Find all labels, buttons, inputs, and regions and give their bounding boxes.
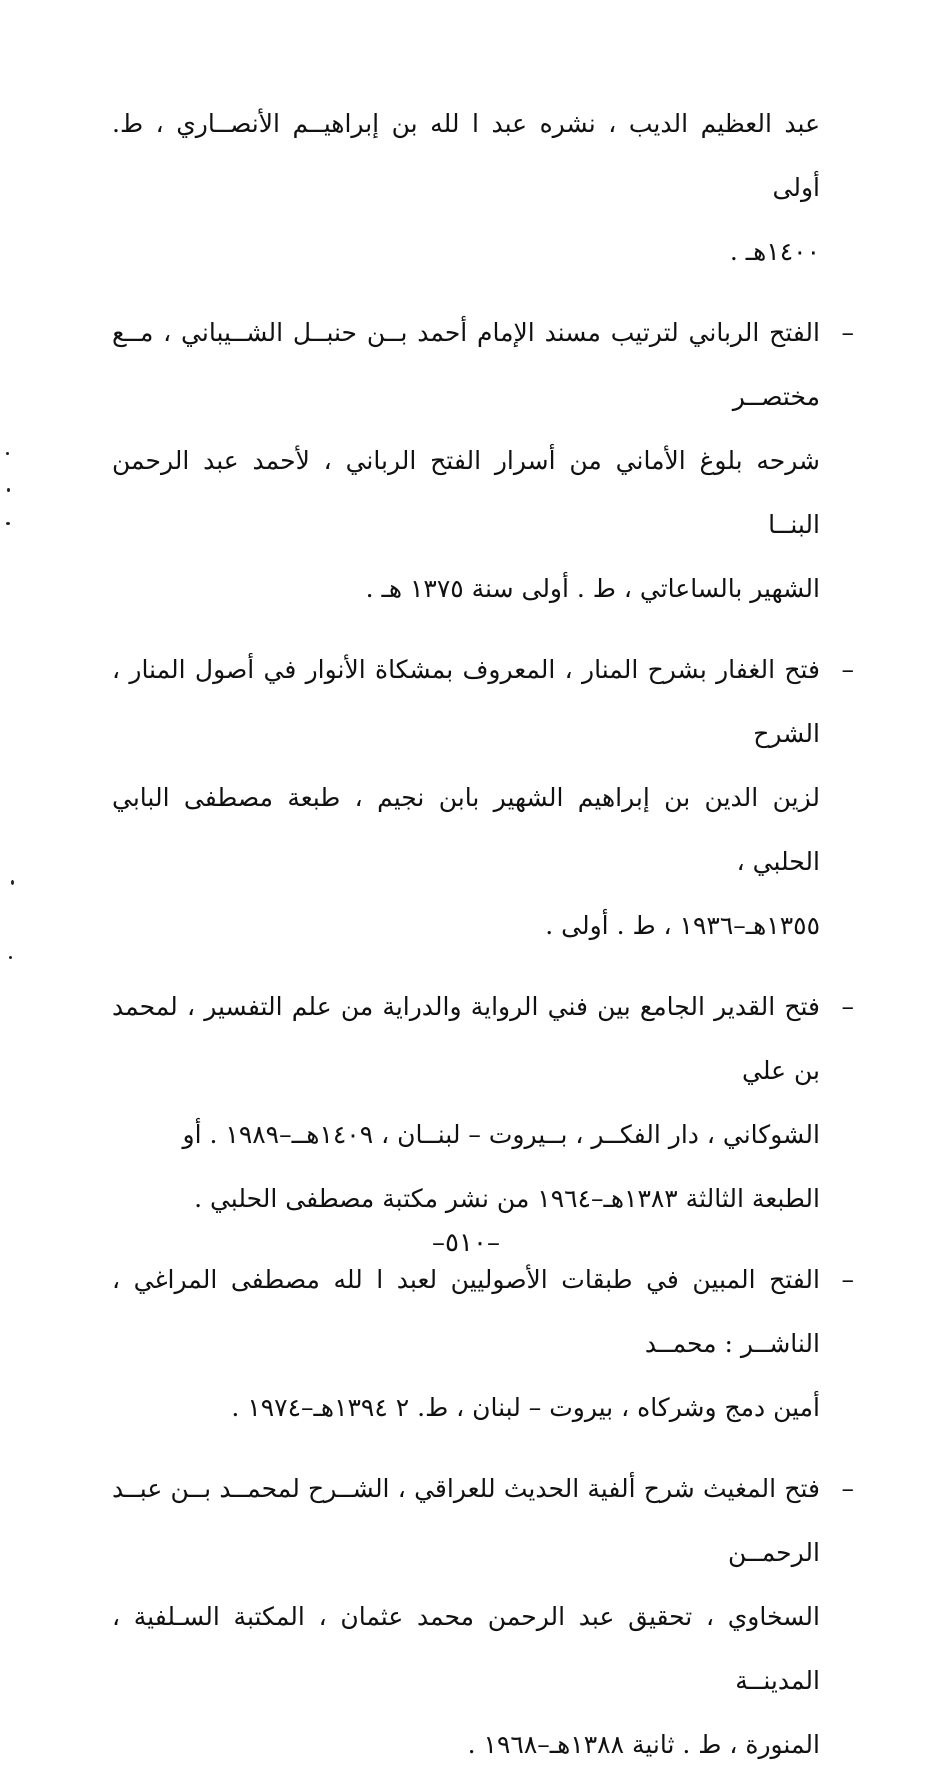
scan-speck bbox=[9, 956, 12, 959]
page-number: –٥١٠– bbox=[432, 1228, 500, 1258]
text-line: ١٤٠٠هـ . bbox=[729, 237, 820, 266]
scan-speck bbox=[6, 522, 10, 525]
text-line: لزين الدين بن إبراهيم الشهير بابن نجيم ، طبعة مصطفى البابي الحلبي ، bbox=[112, 783, 820, 876]
text-line: الفتح الرباني لترتيب مسند الإمام أحمد بــن حنبــل الشــيباني ، مــع مختصــر bbox=[112, 318, 820, 411]
entry-dash: – bbox=[841, 1265, 854, 1294]
scan-speck bbox=[6, 452, 9, 455]
continued-entry bbox=[112, 92, 854, 284]
text-line: أمين دمج وشركاه ، بيروت – لبنان ، ط. ٢ ١٣٩٤هـ–١٩٧٤ . bbox=[231, 1393, 820, 1422]
text-line: الشهير بالساعاتي ، ط . أولى سنة ١٣٧٥ هـ . bbox=[365, 574, 820, 603]
bibliography-entry-1 bbox=[112, 301, 854, 621]
text-line: الشوكاني ، دار الفكــر ، بــيروت – لبنــان ، ١٤٠٩هــ–١٩٨٩ . أو bbox=[182, 1120, 820, 1149]
text-line: المنورة ، ط . ثانية ١٣٨٨هـ–١٩٦٨ . bbox=[467, 1730, 820, 1759]
bibliography-entry-4 bbox=[112, 1248, 854, 1440]
text-line: شرحه بلوغ الأماني من أسرار الفتح الرباني ، لأحمد عبد الرحمن البنــا bbox=[112, 446, 820, 539]
text-line: فتح المغيث شرح ألفية الحديث للعراقي ، الشــرح لمحمــد بــن عبــد الرحمــن bbox=[112, 1474, 820, 1567]
text-line: السخاوي ، تحقيق عبد الرحمن محمد عثمان ، المكتبة السـلفية ، المدينــة bbox=[112, 1602, 820, 1695]
scan-speck bbox=[11, 880, 14, 885]
text-line: الطبعة الثالثة ١٣٨٣هـ–١٩٦٤ من نشر مكتبة مصطفى الحلبي . bbox=[194, 1184, 820, 1213]
text-line: ١٣٥٥هـ–١٩٣٦ ، ط . أولى . bbox=[545, 911, 820, 940]
bibliography-entry-5 bbox=[112, 1457, 854, 1777]
bibliography-entry-3 bbox=[112, 975, 854, 1231]
entry-dash: – bbox=[841, 318, 854, 347]
bibliography-list bbox=[112, 92, 854, 1777]
text-line: فتح القدير الجامع بين فني الرواية والدراية من علم التفسير ، لمحمد بن علي bbox=[112, 992, 820, 1085]
text-line: فتح الغفار بشرح المنار ، المعروف بمشكاة الأنوار في أصول المنار ، الشرح bbox=[112, 655, 820, 748]
text-line: الفتح المبين في طبقات الأصوليين لعبد ا لله مصطفى المراغي ، الناشــر : محمــد bbox=[112, 1265, 820, 1358]
entry-dash: – bbox=[841, 655, 854, 684]
entry-dash: – bbox=[841, 1474, 854, 1503]
scan-speck bbox=[7, 488, 10, 492]
bibliography-entry-2 bbox=[112, 638, 854, 958]
entry-dash: – bbox=[841, 992, 854, 1021]
text-line: عبد العظيم الديب ، نشره عبد ا لله بن إبراهيــم الأنصــاري ، ط. أولى bbox=[112, 109, 820, 202]
